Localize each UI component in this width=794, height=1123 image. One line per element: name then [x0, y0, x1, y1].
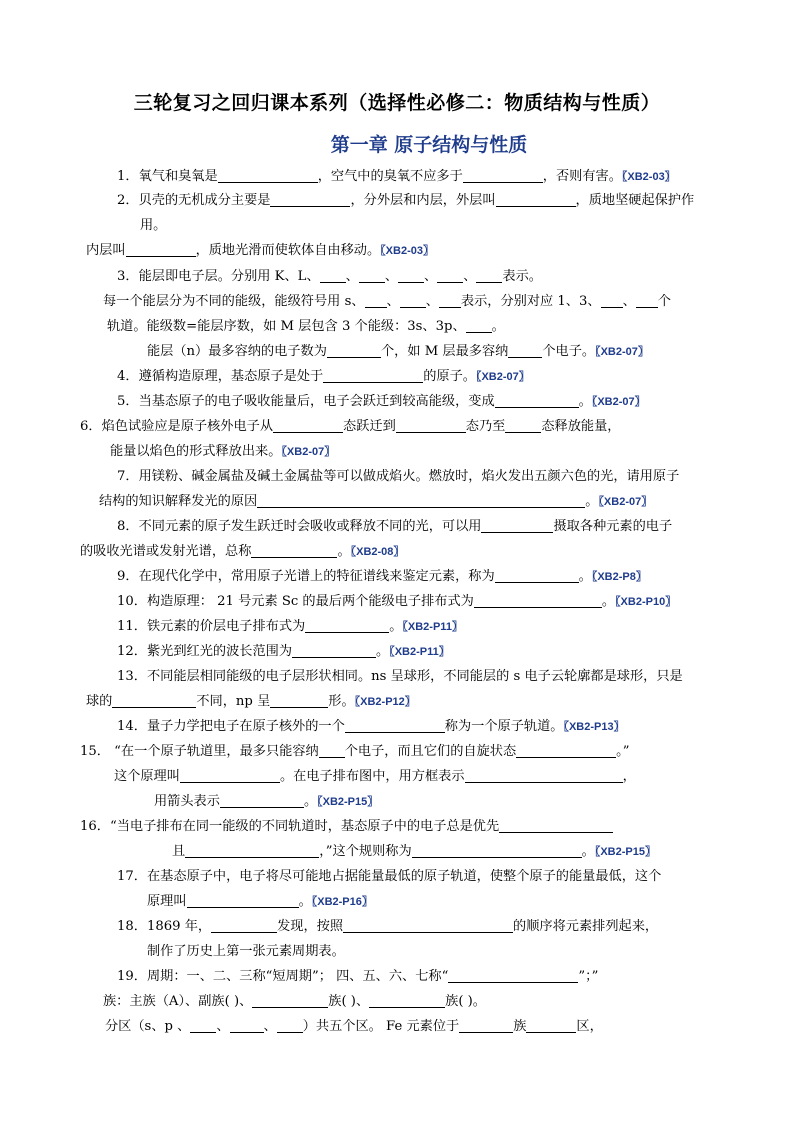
question-line — [107, 318, 505, 336]
line-text: 1．氧气和臭氧是 — [117, 169, 218, 184]
question-line — [117, 518, 672, 536]
line-text: 8．不同元素的原子发生跃迁时会吸收或释放不同的光，可以用 — [117, 519, 482, 534]
question-line — [117, 568, 647, 586]
question-line — [80, 818, 613, 836]
line-text: 原理叫 — [147, 894, 187, 909]
answer-blank[interactable] — [292, 643, 376, 658]
answer-blank[interactable] — [327, 343, 381, 358]
answer-blank[interactable] — [319, 743, 345, 758]
textbook-reference: 〖XB2-P11〗 — [402, 621, 463, 633]
answer-blank[interactable] — [516, 743, 616, 758]
line-text: 、 — [463, 269, 477, 284]
line-text: 。 — [298, 894, 312, 909]
answer-blank[interactable] — [400, 293, 426, 308]
question-line — [103, 993, 486, 1011]
answer-blank[interactable] — [369, 993, 445, 1008]
line-text: 。” — [616, 744, 630, 759]
answer-blank[interactable] — [476, 268, 502, 283]
line-text: 族( )。 — [445, 994, 486, 1009]
line-text: 。 — [337, 544, 351, 559]
line-text: 表示，分别对应 1、3、 — [460, 294, 601, 309]
answer-blank[interactable] — [187, 893, 299, 908]
textbook-reference: 〖XB2-P15〗 — [317, 796, 379, 808]
answer-blank[interactable] — [412, 843, 582, 858]
line-text: 、 — [386, 294, 400, 309]
answer-blank[interactable] — [126, 242, 196, 257]
answer-blank[interactable] — [320, 268, 346, 283]
line-text: 形。 — [328, 694, 355, 709]
line-text: 族( )、 — [328, 994, 370, 1009]
answer-blank[interactable] — [365, 293, 387, 308]
question-line — [147, 343, 649, 361]
line-text: 。 — [578, 569, 592, 584]
answer-blank[interactable] — [230, 1018, 264, 1033]
line-text: ”；” — [578, 969, 599, 984]
line-text: 16．“当电子排布在同一能级的不同轨道时，基态原子中的电子总是优先 — [80, 819, 500, 834]
answer-blank[interactable] — [466, 318, 492, 333]
question-line — [114, 768, 636, 786]
question-line — [154, 793, 378, 811]
line-text: 能层（n）最多容纳的电子数为 — [147, 344, 327, 359]
textbook-reference: 〖XB2-08〗 — [350, 546, 405, 558]
line-text: 3．能层即电子层。分别用 K、L、 — [117, 269, 320, 284]
answer-blank[interactable] — [465, 768, 623, 783]
line-text: 。在电子排布图中，用方框表示 — [279, 769, 465, 784]
question-line — [117, 918, 658, 936]
line-text: 族 — [513, 1019, 527, 1034]
question-line — [117, 593, 676, 611]
answer-blank[interactable] — [459, 1018, 513, 1033]
answer-blank[interactable] — [185, 843, 319, 858]
line-text: 7．用镁粉、碱金属盐及碱土金属盐等可以做成焰火。燃放时，焰火发出五颜六色的光，请用原子 — [117, 469, 680, 484]
line-text: 11．铁元素的价层电子排布式为 — [117, 619, 306, 634]
answer-blank[interactable] — [601, 293, 623, 308]
line-text: 个电子，而且它们的自旋状态 — [344, 744, 517, 759]
line-text: 15． “在一个原子轨道里，最多只能容纳 — [80, 744, 319, 759]
line-text: ，质地光滑而使软体自由移动。 — [195, 243, 381, 258]
textbook-reference: 〖XB2-P10〗 — [615, 596, 677, 608]
question-line — [117, 468, 679, 486]
answer-blank[interactable] — [190, 1018, 216, 1033]
answer-blank[interactable] — [448, 968, 578, 983]
textbook-reference: 〖XB2-P12〗 — [354, 696, 416, 708]
line-text: 19．周期：一、二、三称“短周期”； 四、五、六、七称“ — [117, 969, 449, 984]
answer-blank[interactable] — [505, 418, 541, 433]
question-line — [117, 168, 676, 186]
line-text: 、 — [216, 1019, 230, 1034]
question-line — [117, 368, 530, 386]
answer-blank[interactable] — [398, 268, 424, 283]
line-text: 、 — [263, 1019, 277, 1034]
textbook-reference: 〖XB2-03〗 — [621, 171, 676, 183]
line-text: 轨道。能级数=能层序数，如 M 层包含 3 个能级：3s、3p、 — [107, 319, 466, 334]
line-text: 内层叫 — [86, 243, 126, 258]
textbook-reference: 〖XB2-P8〗 — [591, 571, 647, 583]
line-text: 。 — [491, 319, 505, 334]
line-text: 。 — [303, 794, 318, 809]
answer-blank[interactable] — [636, 293, 658, 308]
question-line — [86, 242, 434, 260]
line-text: 表示。 — [502, 269, 542, 284]
question-line — [117, 192, 694, 210]
question-line — [103, 293, 671, 311]
line-text: 17．在基态原子中，电子将尽可能地占据能量最低的原子轨道，使整个原子的能量最低，这个 — [117, 869, 662, 884]
line-text: 。 — [581, 844, 595, 859]
line-text: 。 — [601, 594, 616, 609]
line-text: 区， — [576, 1019, 603, 1034]
answer-blank[interactable] — [345, 718, 445, 733]
line-text: 摄取各种元素的电子 — [553, 519, 673, 534]
question-line — [147, 943, 345, 961]
line-text: 能量以焰色的形式释放出来。 — [110, 444, 282, 459]
line-text: 不同，np 呈 — [196, 694, 271, 709]
textbook-reference: 〖XB2-P15〗 — [594, 846, 656, 858]
answer-blank[interactable] — [495, 393, 579, 408]
line-text: 个电子。 — [542, 344, 596, 359]
answer-blank[interactable] — [270, 192, 350, 207]
answer-blank[interactable] — [273, 418, 343, 433]
textbook-reference: 〖XB2-P16〗 — [311, 896, 373, 908]
line-text: 。 — [578, 394, 592, 409]
answer-blank[interactable] — [252, 993, 328, 1008]
line-text: 族：主族（A）、副族( )、 — [103, 994, 253, 1009]
textbook-reference: 〖XB2-07〗 — [598, 496, 653, 508]
answer-blank[interactable] — [257, 493, 585, 508]
line-text: 每一个能层分为不同的能级，能级符号用 s、 — [103, 294, 365, 309]
textbook-reference: 〖XB2-P13〗 — [563, 721, 625, 733]
answer-blank[interactable] — [277, 1018, 303, 1033]
answer-blank[interactable] — [218, 168, 318, 183]
line-text: 的吸收光谱或发射光谱，总称 — [80, 544, 252, 559]
line-text: 。 — [585, 494, 599, 509]
line-text: 发现，按照 — [277, 919, 344, 934]
answer-blank[interactable] — [112, 693, 196, 708]
question-line — [140, 217, 166, 235]
line-text: 称为一个原子轨道。 — [444, 719, 564, 734]
question-line — [80, 418, 620, 436]
line-text: 13．不同能层相同能级的电子层形状相同。ns 呈球形，不同能层的 s 电子云轮廓都是球形，只是 — [117, 669, 683, 684]
question-line — [117, 668, 683, 686]
line-text: 14．量子力学把电子在原子核外的一个 — [117, 719, 345, 734]
line-text: 制作了历史上第一张元素周期表。 — [147, 944, 345, 959]
line-text: ，否则有害。 — [542, 169, 622, 184]
line-text: 12．紫光到红光的波长范围为 — [117, 644, 293, 659]
answer-blank[interactable] — [481, 518, 553, 533]
textbook-reference: 〖XB2-07〗 — [595, 346, 649, 358]
answer-blank[interactable] — [526, 1018, 576, 1033]
question-line — [147, 893, 373, 911]
answer-blank[interactable] — [439, 293, 461, 308]
question-line — [86, 693, 416, 711]
line-text: ，”这个规则称为 — [319, 844, 412, 859]
question-line — [80, 543, 404, 561]
line-text: 分区（s、p 、 — [105, 1019, 191, 1034]
line-text: 的原子。 — [423, 369, 476, 384]
textbook-reference: 〖XB2-P11〗 — [389, 646, 450, 658]
answer-blank[interactable] — [180, 768, 280, 783]
question-line — [117, 718, 625, 736]
answer-blank[interactable] — [343, 918, 513, 933]
line-text: 18．1869 年， — [117, 919, 212, 934]
question-line — [110, 443, 335, 461]
line-text: 态跃迁到 — [343, 419, 396, 434]
answer-blank[interactable] — [220, 793, 304, 808]
line-text: 、 — [345, 269, 359, 284]
line-text: 态释放能量， — [541, 419, 621, 434]
line-text: ，质地坚硬起保护作 — [575, 193, 695, 208]
textbook-reference: 〖XB2-07〗 — [591, 396, 646, 408]
answer-blank[interactable] — [323, 368, 423, 383]
question-line — [99, 493, 652, 511]
question-line — [105, 1018, 603, 1036]
answer-blank[interactable] — [270, 693, 328, 708]
answer-blank[interactable] — [495, 568, 579, 583]
textbook-reference: 〖XB2-07〗 — [281, 446, 336, 458]
line-text: 的顺序将元素排列起来， — [513, 919, 659, 934]
line-text: 。 — [389, 619, 403, 634]
question-line — [117, 643, 450, 661]
chapter-heading: 第一章 原子结构与性质 — [330, 134, 528, 156]
question-line — [117, 968, 598, 986]
line-text: 6．焰色试验应是原子核外电子从 — [80, 419, 274, 434]
line-text: 、 — [622, 294, 636, 309]
question-line — [117, 868, 661, 886]
line-text: 这个原理叫 — [114, 769, 180, 784]
line-text: 球的 — [86, 694, 113, 709]
answer-blank[interactable] — [251, 543, 337, 558]
line-text: ，空气中的臭氧不应多于 — [317, 169, 463, 184]
line-text: 、 — [425, 294, 439, 309]
line-text: 2．贝壳的无机成分主要是 — [117, 193, 271, 208]
answer-blank[interactable] — [463, 168, 543, 183]
line-text: 10．构造原理： 21 号元素 Sc 的最后两个能级电子排布式为 — [117, 594, 474, 609]
question-line — [117, 393, 646, 411]
question-line — [80, 743, 630, 761]
line-text: 5．当基态原子的电子吸收能量后，电子会跃迁到较高能级，变成 — [117, 394, 495, 409]
document-title: 三轮复习之回归课本系列（选择性必修二：物质结构与性质） — [133, 92, 661, 114]
answer-blank[interactable] — [474, 593, 602, 608]
line-text: 4．遵循构造原理，基态原子是处于 — [117, 369, 324, 384]
line-text: 个 — [657, 294, 671, 309]
line-text: 且 — [172, 844, 186, 859]
answer-blank[interactable] — [211, 918, 277, 933]
line-text: 用箭头表示 — [154, 794, 220, 809]
question-line — [117, 268, 542, 286]
line-text: 结构的知识解释发光的原因 — [99, 494, 258, 509]
question-line — [172, 843, 656, 861]
question-line — [117, 618, 463, 636]
line-text: 。 — [376, 644, 390, 659]
answer-blank[interactable] — [305, 618, 389, 633]
line-text: 、 — [384, 269, 399, 284]
textbook-reference: 〖XB2-07〗 — [475, 371, 530, 383]
answer-blank[interactable] — [396, 418, 466, 433]
line-text: 用。 — [140, 218, 167, 233]
line-text: 个，如 M 层最多容纳 — [380, 344, 509, 359]
answer-blank[interactable] — [508, 343, 542, 358]
line-text: ，分外层和内层，外层叫 — [350, 193, 496, 208]
line-text: 、 — [424, 269, 438, 284]
line-text: 态乃至 — [465, 419, 506, 434]
line-text: ， — [622, 769, 636, 784]
answer-blank[interactable] — [499, 818, 613, 833]
line-text: ）共五个区。 Fe 元素位于 — [302, 1019, 460, 1034]
line-text: 9．在现代化学中，常用原子光谱上的特征谱线来鉴定元素，称为 — [117, 569, 495, 584]
answer-blank[interactable] — [496, 192, 576, 207]
textbook-reference: 〖XB2-03〗 — [380, 245, 434, 257]
answer-blank[interactable] — [359, 268, 385, 283]
answer-blank[interactable] — [437, 268, 463, 283]
